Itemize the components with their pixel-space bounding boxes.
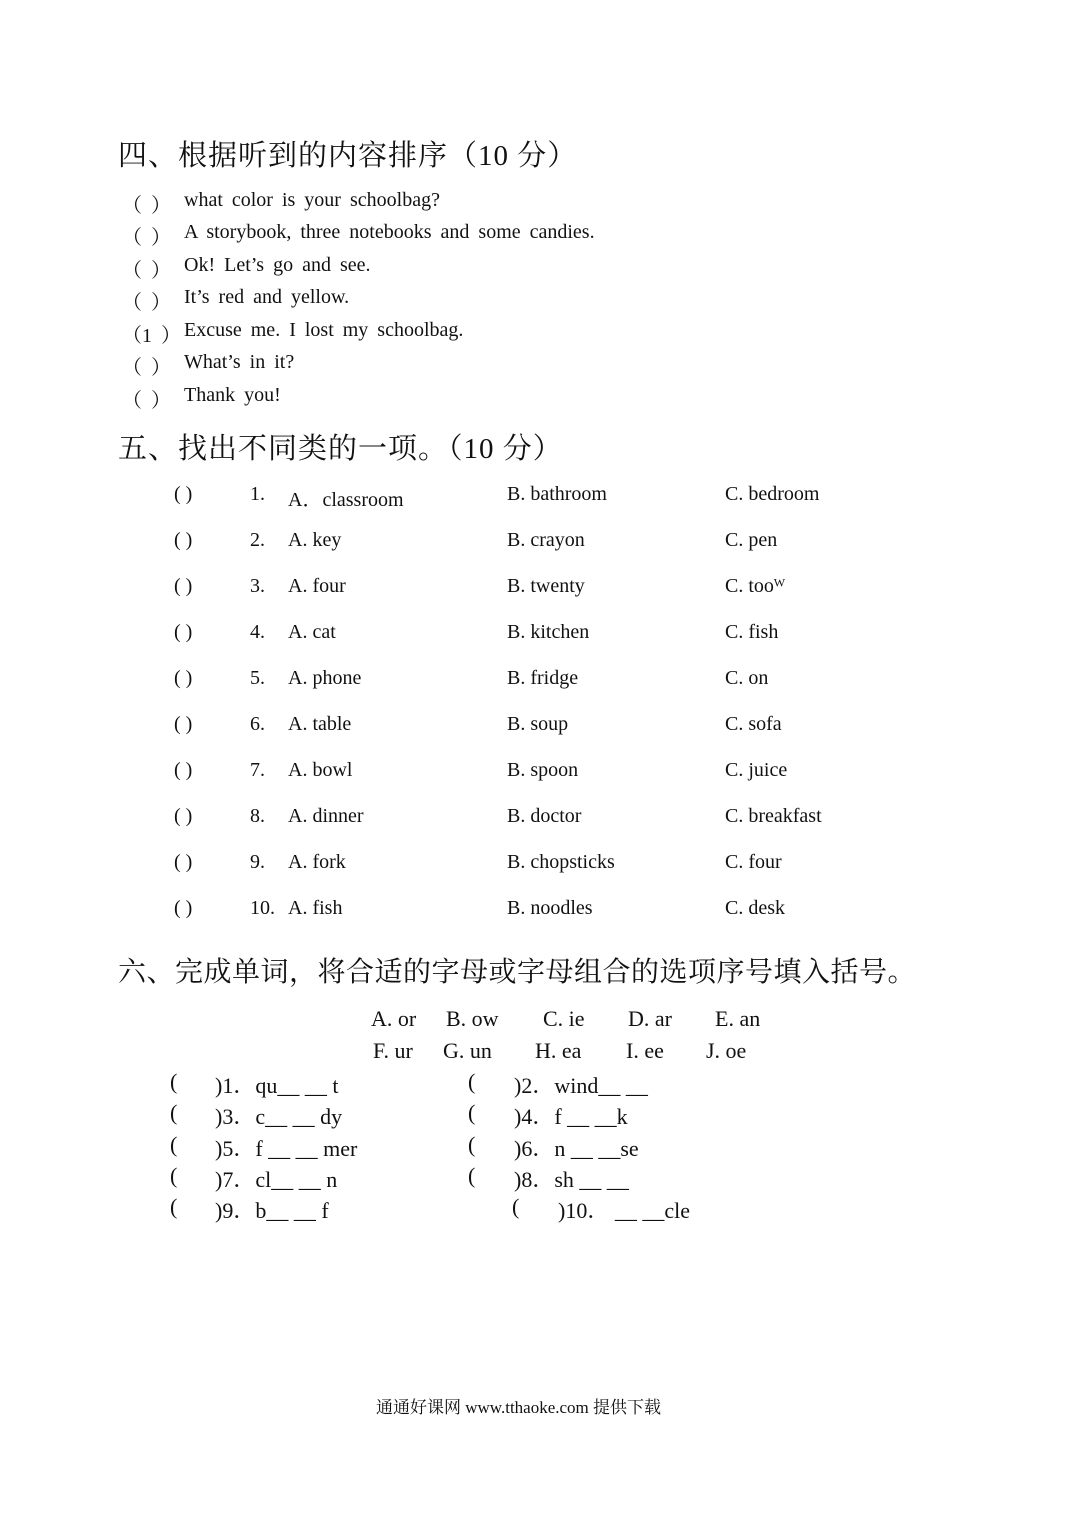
section5-option-b-10: B. noodles	[507, 897, 593, 919]
section5-paren-5: ( )	[174, 667, 193, 689]
section5-paren-10: ( )	[174, 897, 193, 919]
section5-paren-2: ( )	[174, 529, 193, 551]
section6-paren-3: (	[170, 1100, 178, 1125]
section5-option-b-2: B. crayon	[507, 529, 585, 551]
section4-item-7: Thank you!	[184, 384, 281, 406]
section6-paren-9: (	[170, 1194, 178, 1219]
section5-num-4: 4.	[250, 621, 265, 643]
section4-title: 四、根据听到的内容排序（10 分）	[118, 140, 578, 172]
section6-option-e: E. an	[715, 1006, 761, 1031]
section4-paren-2: （ ）	[122, 227, 171, 249]
section5-option-c-2: C. pen	[725, 529, 778, 551]
section5-option-c-3: C. tooᵂ	[725, 575, 785, 597]
section4-item-5: Excuse me. I lost my schoolbag.	[184, 319, 464, 341]
section5-option-c-9: C. four	[725, 851, 782, 873]
section5-paren-7: ( )	[174, 759, 193, 781]
section4-paren-7: （ ）	[122, 390, 171, 412]
section5-paren-1: ( )	[174, 483, 193, 505]
section6-paren-10: (	[512, 1194, 520, 1219]
section6-option-d: D. ar	[628, 1006, 672, 1031]
section6-option-h: H. ea	[535, 1038, 582, 1063]
section6-paren-7: (	[170, 1163, 178, 1188]
section5-paren-9: ( )	[174, 851, 193, 873]
section5-option-b-1: B. bathroom	[507, 483, 607, 505]
section5-num-6: 6.	[250, 713, 265, 735]
section6-item-4: )4．f __ __k	[514, 1104, 628, 1129]
section5-option-a-8: A. dinner	[288, 805, 364, 827]
section6-option-g: G. un	[443, 1038, 492, 1063]
section4-paren-6: （ ）	[122, 357, 171, 379]
section5-option-a-2: A. key	[288, 529, 342, 551]
section4-paren-3: （ ）	[122, 260, 171, 282]
section6-item-8: )8．sh __ __	[514, 1167, 629, 1192]
section5-option-a-9: A. fork	[288, 851, 346, 873]
section4-item-4: It’s red and yellow.	[184, 286, 350, 308]
section5-option-b-5: B. fridge	[507, 667, 579, 689]
section4-paren-5: （1 ）	[122, 325, 181, 347]
section6-option-c: C. ie	[543, 1006, 585, 1031]
section6-option-a: A. or	[371, 1006, 417, 1031]
section6-item-1: )1．qu__ __ t	[215, 1073, 339, 1098]
section6-option-i: I. ee	[626, 1038, 664, 1063]
section5-num-9: 9.	[250, 851, 265, 873]
section5-num-2: 2.	[250, 529, 265, 551]
section5-option-c-1: C. bedroom	[725, 483, 820, 505]
section5-option-b-6: B. soup	[507, 713, 569, 735]
section4-item-1: what color is your schoolbag?	[184, 189, 440, 211]
section5-option-b-8: B. doctor	[507, 805, 582, 827]
section6-item-9: )9．b__ __ f	[215, 1198, 329, 1223]
section5-option-c-7: C. juice	[725, 759, 788, 781]
section5-paren-6: ( )	[174, 713, 193, 735]
section5-option-a-7: A. bowl	[288, 759, 353, 781]
section6-item-2: )2．wind__ __	[514, 1073, 648, 1098]
section5-option-a-3: A. four	[288, 575, 346, 597]
section5-num-1: 1.	[250, 483, 265, 505]
section6-paren-2: (	[468, 1069, 476, 1094]
section6-paren-4: (	[468, 1100, 476, 1125]
section6-item-6: )6．n __ __se	[514, 1136, 639, 1161]
section5-paren-8: ( )	[174, 805, 193, 827]
section4-paren-4: （ ）	[122, 292, 171, 314]
section5-paren-3: ( )	[174, 575, 193, 597]
section5-option-a-6: A. table	[288, 713, 352, 735]
section6-paren-8: (	[468, 1163, 476, 1188]
section5-num-5: 5.	[250, 667, 265, 689]
section5-option-b-9: B. chopsticks	[507, 851, 615, 873]
section5-title: 五、找出不同类的一项。（10 分）	[118, 433, 563, 465]
section6-item-3: )3．c__ __ dy	[215, 1104, 343, 1129]
section5-option-a-1: A．classroom	[288, 489, 404, 511]
section4-paren-1: （ ）	[122, 195, 171, 217]
section6-title: 六、完成单词，将合适的字母或字母组合的选项序号填入括号。	[118, 957, 917, 988]
section5-paren-4: ( )	[174, 621, 193, 643]
section5-num-3: 3.	[250, 575, 265, 597]
section4-item-6: What’s in it?	[184, 351, 295, 373]
section5-option-b-4: B. kitchen	[507, 621, 590, 643]
section6-item-5: )5．f __ __ mer	[215, 1136, 358, 1161]
section4-item-3: Ok! Let’s go and see.	[184, 254, 371, 276]
section6-option-f: F. ur	[373, 1038, 413, 1063]
section5-option-b-7: B. spoon	[507, 759, 579, 781]
page-footer: 通通好课网 www.tthaoke.com 提供下载	[376, 1398, 662, 1417]
section5-option-b-3: B. twenty	[507, 575, 585, 597]
section6-paren-6: (	[468, 1132, 476, 1157]
section5-option-c-5: C. on	[725, 667, 769, 689]
section6-option-b: B. ow	[446, 1006, 499, 1031]
section5-option-c-8: C. breakfast	[725, 805, 822, 827]
section5-option-a-5: A. phone	[288, 667, 362, 689]
section6-item-10: )10． __ __cle	[558, 1198, 690, 1223]
section6-paren-5: (	[170, 1132, 178, 1157]
section5-option-c-10: C. desk	[725, 897, 785, 919]
section6-option-j: J. oe	[706, 1038, 747, 1063]
section6-item-7: )7．cl__ __ n	[215, 1167, 338, 1192]
section5-option-a-10: A. fish	[288, 897, 343, 919]
section5-num-8: 8.	[250, 805, 265, 827]
section5-num-7: 7.	[250, 759, 265, 781]
section5-option-c-4: C. fish	[725, 621, 779, 643]
section4-item-2: A storybook, three notebooks and some candies.	[184, 221, 595, 243]
section5-option-a-4: A. cat	[288, 621, 336, 643]
section5-option-c-6: C. sofa	[725, 713, 782, 735]
section5-num-10: 10.	[250, 897, 275, 919]
section6-paren-1: (	[170, 1069, 178, 1094]
